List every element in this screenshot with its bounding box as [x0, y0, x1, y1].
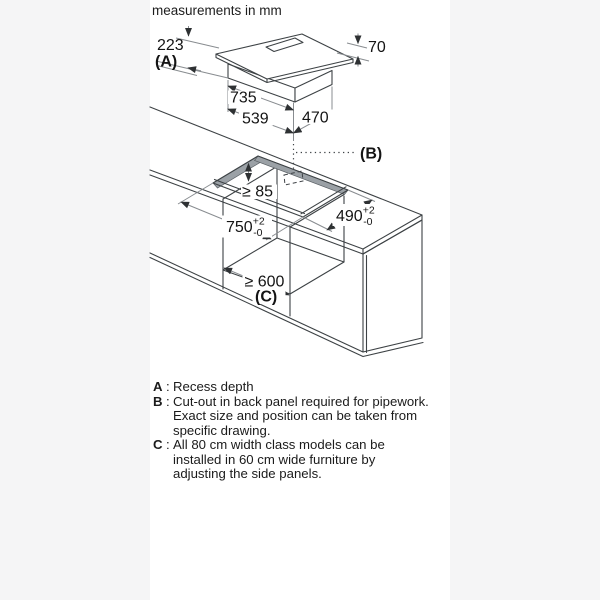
note-colon: :: [166, 379, 170, 394]
dim-470-label: 470: [302, 109, 329, 127]
hob-top-view: [155, 26, 386, 141]
page-title: measurements in mm: [152, 3, 282, 18]
dim-223-label: 223: [157, 37, 184, 54]
note-key: B: [153, 393, 163, 409]
cabinet-view: [150, 107, 423, 357]
label-c: (C): [255, 288, 278, 306]
leader-b-dotted: [294, 144, 358, 171]
dim-735-label: 735: [230, 89, 257, 107]
note-key: C: [153, 437, 163, 452]
note-colon: :: [166, 437, 170, 452]
note-text: Recess depth: [173, 379, 254, 394]
dim-750-label: $750^{+2}$ -0: [226, 215, 265, 239]
note-colon: :: [166, 393, 170, 409]
label-b: (B): [360, 145, 383, 163]
note-text: Cut-out in back panel required for pipework. Exact size and position can be taken from specific drawing.: [173, 393, 429, 438]
note-item-a: [153, 380, 449, 395]
plinth-lines: [150, 253, 423, 357]
door-edge: [363, 254, 367, 353]
right-side-face: [363, 220, 422, 352]
diagram-panel: [150, 0, 450, 600]
note-key: A: [153, 379, 163, 394]
note-item-b: [153, 395, 449, 439]
note-text: All 80 cm width class models can be installed in 60 cm wide furniture by adjusting the side panels.: [173, 437, 385, 481]
label-a: (A): [155, 53, 178, 71]
dim-490-label: $490^{+2}$ -0: [336, 204, 375, 228]
dim-539-label: 539: [242, 110, 269, 128]
notes-list: [153, 380, 449, 482]
dim-85-label: ≥ 85: [242, 183, 274, 201]
dim-70-label: 70: [368, 39, 386, 56]
note-item-c: [153, 438, 449, 482]
dim-600-label: ≥ 600: [244, 273, 285, 291]
